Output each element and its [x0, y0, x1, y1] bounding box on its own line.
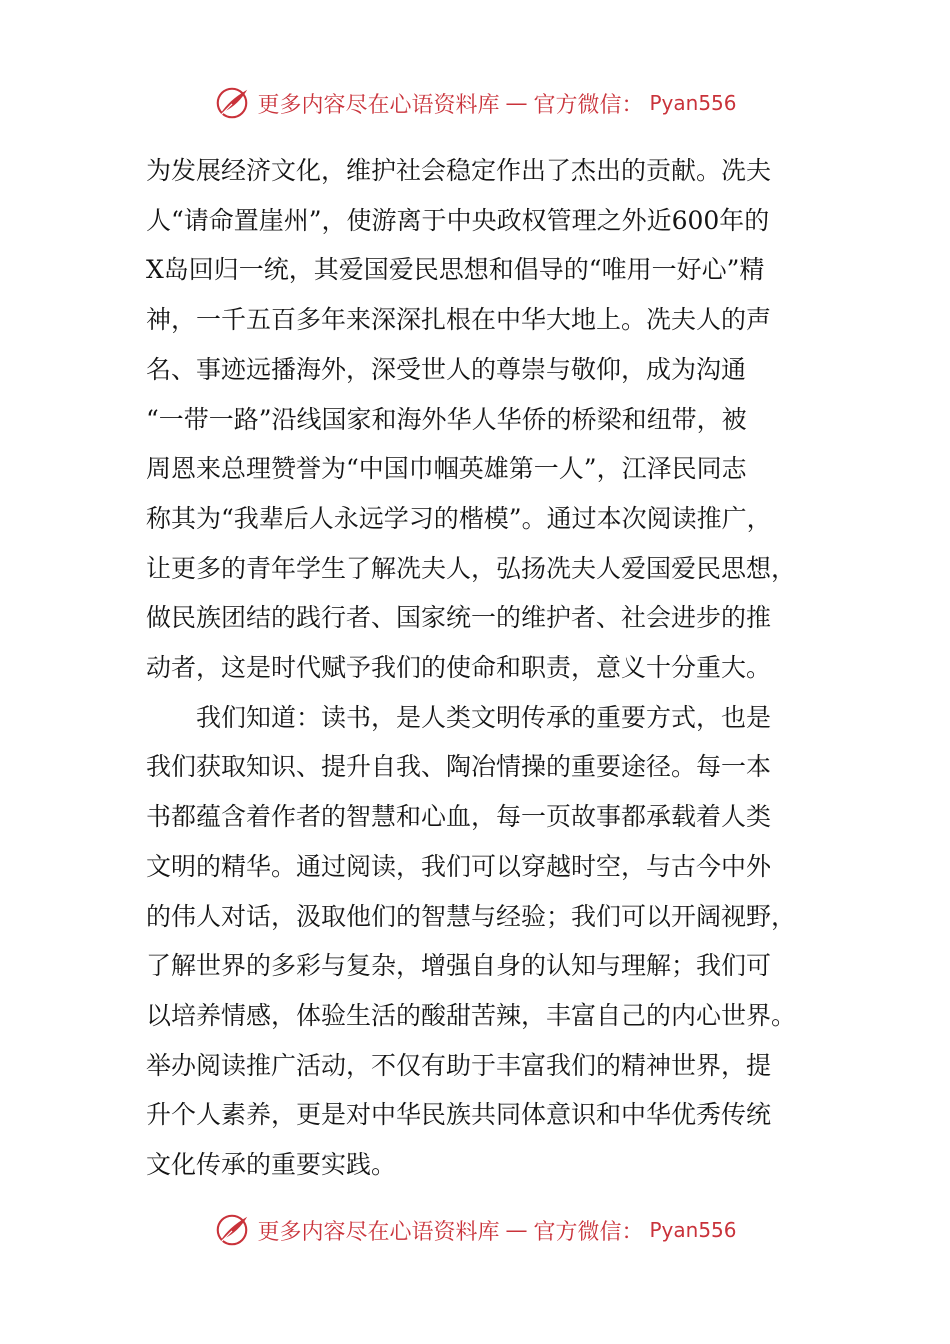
watermark-brand: 更多内容尽在心语资料库: [257, 92, 500, 118]
quill-logo-icon: [213, 1211, 251, 1249]
watermark-brand: 更多内容尽在心语资料库: [257, 1219, 500, 1245]
quill-logo-icon: [213, 84, 251, 122]
text-line: 了解世界的多彩与复杂，增强自身的认知与理解；我们可: [146, 951, 772, 981]
text-line: 文明的精华。通过阅读，我们可以穿越时空，与古今中外: [146, 851, 772, 881]
document-body: [146, 146, 808, 1190]
text-line: 以培养情感，体验生活的酸甜苦辣，丰富自己的内心世界。: [146, 1000, 797, 1030]
text-line: 周恩来总理赞誉为“中国巾帼英雄第一人”，江泽民同志: [146, 454, 747, 484]
header-watermark: [0, 84, 950, 122]
text-line: 神，一千五百多年来深深扎根在中华大地上。冼夫人的声: [146, 305, 772, 335]
watermark-dash: —: [505, 1217, 528, 1243]
text-line: 书都蕴含着作者的智慧和心血，每一页故事都承载着人类: [146, 802, 772, 832]
watermark-wechat-label: 官方微信：: [533, 92, 644, 118]
footer-watermark: [0, 1211, 950, 1249]
text-line: 让更多的青年学生了解冼夫人，弘扬冼夫人爱国爱民思想，: [146, 553, 797, 583]
paragraph-1: [146, 146, 808, 693]
text-line: 文化传承的重要实践。: [146, 1150, 397, 1180]
watermark-wechat-id: Pyan556: [649, 91, 737, 115]
text-line: 动者，这是时代赋予我们的使命和职责，意义十分重大。: [146, 653, 772, 683]
text-line: 举办阅读推广活动，不仅有助于丰富我们的精神世界，提: [146, 1050, 772, 1080]
text-line: X岛回归一统，其爱国爱民思想和倡导的“唯用一好心”精: [146, 255, 765, 285]
text-line: 人“请命置崖州”，使游离于中央政权管理之外近600年的: [146, 205, 770, 235]
text-line: 称其为“我辈后人永远学习的楷模”。通过本次阅读推广，: [146, 503, 772, 533]
text-line: 为发展经济文化，维护社会稳定作出了杰出的贡献。冼夫: [146, 156, 772, 185]
watermark-wechat-id: Pyan556: [649, 1218, 737, 1242]
watermark-wechat-label: 官方微信：: [533, 1219, 644, 1245]
text-line: 我们知道：读书，是人类文明传承的重要方式，也是: [196, 702, 772, 732]
paragraph-2: [146, 693, 808, 1190]
text-line: 名、事迹远播海外，深受世人的尊崇与敬仰，成为沟通: [146, 354, 747, 384]
text-line: 的伟人对话，汲取他们的智慧与经验；我们可以开阔视野，: [146, 901, 797, 931]
text-line: 我们获取知识、提升自我、陶冶情操的重要途径。每一本: [146, 752, 772, 782]
text-line: 做民族团结的践行者、国家统一的维护者、社会进步的推: [146, 603, 772, 633]
watermark-dash: —: [505, 90, 528, 116]
text-line: “一带一路”沿线国家和海外华人华侨的桥梁和纽带，被: [146, 404, 747, 434]
text-line: 升个人素养，更是对中华民族共同体意识和中华优秀传统: [146, 1100, 772, 1130]
